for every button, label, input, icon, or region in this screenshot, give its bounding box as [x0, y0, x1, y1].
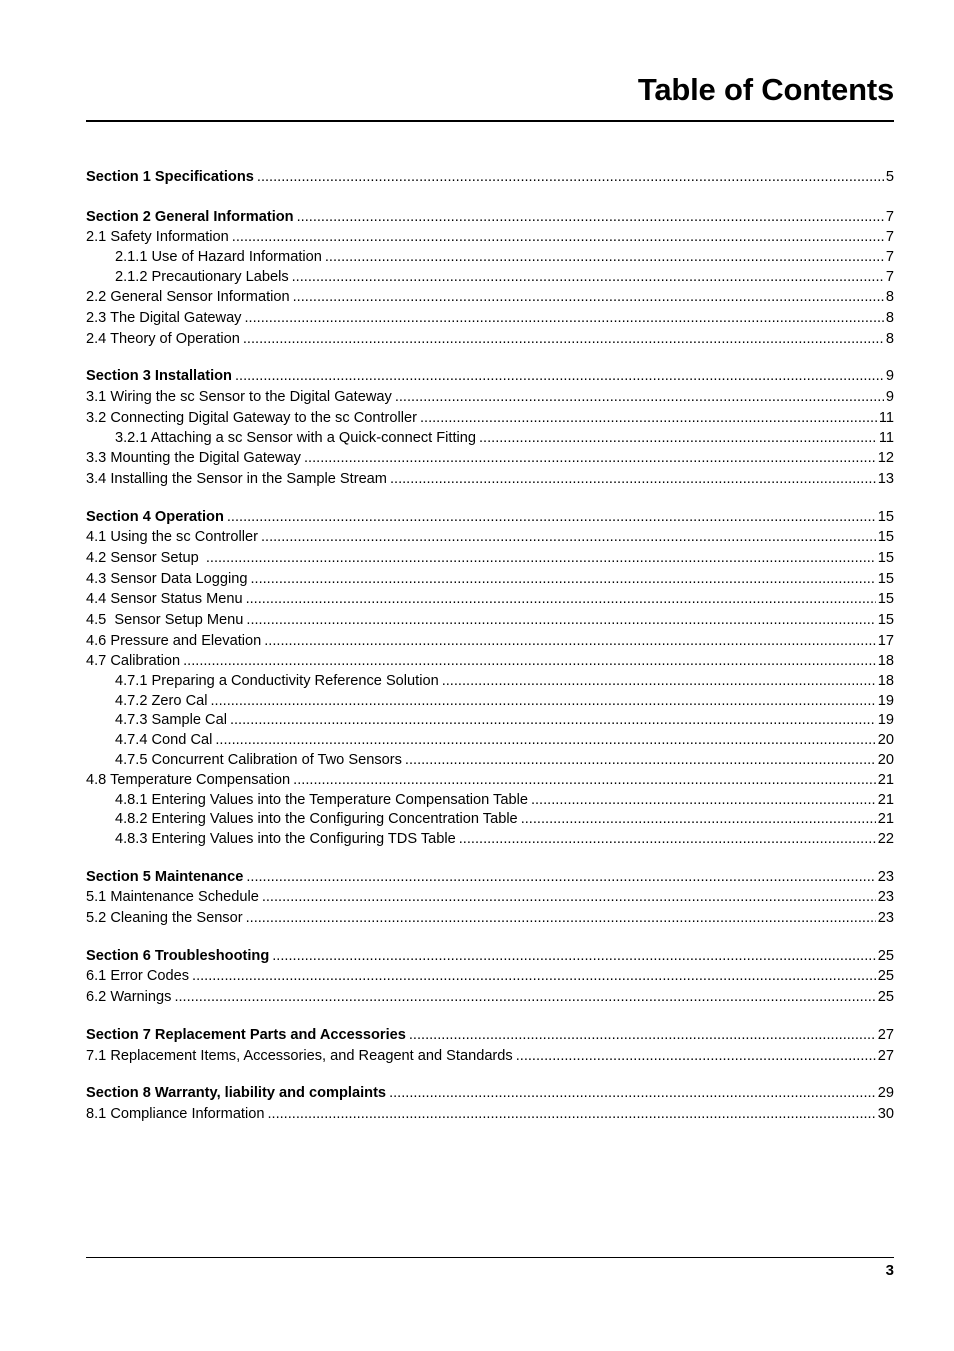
toc-entry[interactable] [86, 1104, 894, 1125]
toc-entry-label: 4.8.3 Entering Values into the Configuring TDS Table [115, 831, 456, 847]
toc-section-heading[interactable] [86, 1083, 894, 1104]
toc-section-heading[interactable] [86, 1025, 894, 1046]
toc-entry[interactable] [86, 987, 894, 1008]
toc-entry-label: Section 8 Warranty, liability and complaints [86, 1085, 387, 1102]
toc-entry-label: 4.7.5 Concurrent Calibration of Two Sensors [115, 751, 402, 768]
toc-entry[interactable] [86, 268, 894, 288]
toc-page-number: 27 [877, 1047, 894, 1064]
toc-entry-label: 4.6 Pressure and Elevation [86, 632, 262, 649]
toc-page-number: 17 [877, 632, 894, 649]
toc-entry-label: 4.2 Sensor Setup [86, 549, 203, 566]
toc-entry[interactable] [86, 308, 894, 329]
toc-page-number: 27 [877, 1026, 894, 1043]
toc-page-number: 8 [885, 310, 894, 326]
toc-page-number: 5 [885, 169, 894, 185]
toc-entry-label: 4.7.2 Zero Cal [115, 692, 208, 709]
toc-entry-label: 4.7 Calibration [86, 653, 181, 670]
toc-entry-label: Section 7 Replacement Parts and Accessories [86, 1026, 406, 1043]
dot-leader [183, 651, 876, 672]
dot-leader [531, 791, 876, 811]
title-rule [86, 120, 894, 122]
page-number: 3 [885, 1262, 894, 1279]
dot-leader [246, 610, 875, 631]
toc-page-number: 7 [885, 208, 894, 225]
toc-entry[interactable] [86, 711, 894, 731]
toc-entry-label: Section 4 Operation [86, 508, 224, 525]
dot-leader [405, 751, 876, 771]
toc-entry[interactable] [86, 589, 894, 610]
toc-page-number: 9 [885, 368, 894, 385]
dot-leader [210, 692, 875, 712]
toc-page-number: 15 [877, 570, 894, 587]
toc-entry-label: Section 3 Installation [86, 368, 232, 385]
toc-page-number: 15 [877, 508, 894, 525]
toc-page-number: 15 [877, 549, 894, 566]
toc-entry[interactable] [86, 248, 894, 268]
toc-page-number: 19 [877, 692, 894, 709]
toc-entry-label: 4.7.1 Preparing a Conductivity Reference Solution [115, 673, 439, 690]
toc-entry-label: 6.1 Error Codes [86, 968, 190, 985]
dot-leader [215, 731, 875, 751]
toc-entry-label: 2.2 General Sensor Information [86, 289, 290, 306]
toc-entry-label: 4.1 Using the sc Controller [86, 529, 258, 546]
toc-page-number: 21 [877, 811, 894, 828]
dot-leader [243, 329, 884, 350]
table-of-contents [86, 167, 894, 1142]
toc-entry-label: Section 1 Specifications [86, 169, 254, 185]
toc-entry-label: 3.2 Connecting Digital Gateway to the sc Controller [86, 409, 417, 426]
toc-section-heading[interactable] [86, 366, 894, 387]
dot-leader [521, 810, 876, 830]
page-title: Table of Contents [637, 72, 894, 107]
toc-page-number: 7 [885, 268, 894, 285]
dot-leader [232, 227, 884, 248]
toc-section [86, 207, 894, 350]
dot-leader [304, 448, 876, 469]
toc-entry[interactable] [86, 227, 894, 248]
toc-page-number: 20 [877, 751, 894, 768]
dot-leader [395, 387, 884, 408]
toc-section-heading[interactable] [86, 207, 894, 228]
toc-entry-label: Section 5 Maintenance [86, 868, 244, 885]
dot-leader [246, 589, 876, 610]
toc-entry[interactable] [86, 731, 894, 751]
dot-leader [230, 711, 876, 731]
toc-entry[interactable] [86, 692, 894, 712]
toc-page-number: 11 [878, 429, 894, 446]
toc-page-number: 11 [878, 409, 894, 426]
toc-page-number: 29 [877, 1085, 894, 1102]
dot-leader [389, 1083, 876, 1104]
toc-page-number: 25 [877, 947, 894, 964]
dot-leader [250, 569, 875, 590]
toc-entry[interactable] [86, 387, 894, 408]
toc-page-number: 13 [877, 470, 894, 487]
toc-entry-label: 5.2 Cleaning the Sensor [86, 910, 243, 926]
toc-entry[interactable] [86, 672, 894, 692]
dot-leader [293, 770, 876, 791]
toc-entry-label: 4.8.2 Entering Values into the Configuring Concentration Table [115, 811, 518, 828]
dot-leader [409, 1025, 876, 1046]
toc-section-heading[interactable] [86, 167, 894, 188]
toc-entry[interactable] [86, 548, 894, 569]
dot-leader [246, 908, 876, 929]
dot-leader [262, 887, 876, 908]
dot-leader [325, 248, 884, 268]
toc-entry-label: 3.1 Wiring the sc Sensor to the Digital Gateway [86, 389, 392, 406]
toc-entry-label: 4.7.4 Cond Cal [115, 731, 213, 748]
toc-section-heading[interactable] [86, 867, 894, 888]
dot-leader [292, 268, 884, 288]
toc-entry-label: 3.4 Installing the Sensor in the Sample Stream [86, 470, 387, 487]
dot-leader [264, 631, 876, 652]
footer-rule [86, 1257, 894, 1258]
dot-leader [244, 308, 883, 329]
dot-leader [261, 527, 876, 548]
toc-entry[interactable] [86, 651, 894, 672]
dot-leader [420, 408, 877, 429]
toc-section [86, 1025, 894, 1066]
toc-entry[interactable] [86, 810, 894, 830]
toc-section [86, 167, 894, 188]
toc-page-number: 7 [885, 249, 894, 266]
toc-page-number: 15 [877, 529, 894, 546]
toc-entry[interactable] [86, 791, 894, 811]
dot-leader [192, 966, 876, 987]
toc-entry[interactable] [86, 770, 894, 791]
toc-page-number: 23 [877, 910, 894, 926]
toc-entry[interactable] [86, 527, 894, 548]
toc-section [86, 1083, 894, 1124]
toc-entry-label: 2.1.1 Use of Hazard Information [115, 249, 322, 266]
toc-entry-label: Section 2 General Information [86, 208, 294, 225]
toc-page-number: 21 [877, 772, 894, 789]
toc-entry-label: 5.1 Maintenance Schedule [86, 889, 259, 906]
toc-entry-label: 4.7.3 Sample Cal [115, 712, 227, 729]
toc-page-number: 21 [877, 791, 894, 808]
toc-entry[interactable] [86, 408, 894, 429]
toc-page-number: 20 [877, 731, 894, 748]
toc-page-number: 25 [877, 968, 894, 985]
toc-page-number: 8 [885, 289, 894, 306]
dot-leader [442, 672, 876, 692]
toc-entry[interactable] [86, 908, 894, 929]
dot-leader [257, 167, 884, 188]
toc-entry-label: 4.4 Sensor Status Menu [86, 591, 243, 608]
toc-section [86, 867, 894, 929]
toc-entry[interactable] [86, 469, 894, 490]
dot-leader [227, 507, 876, 528]
dot-leader [516, 1046, 876, 1067]
toc-entry-label: 2.1 Safety Information [86, 229, 229, 246]
toc-entry-label: 2.4 Theory of Operation [86, 330, 240, 347]
toc-entry-label: 7.1 Replacement Items, Accessories, and Reagent and Standards [86, 1047, 513, 1064]
dot-leader [206, 548, 876, 569]
toc-page-number: 18 [877, 673, 894, 690]
toc-page-number: 18 [877, 653, 894, 670]
toc-entry-label: 3.2.1 Attaching a sc Sensor with a Quick-connect Fitting [115, 429, 476, 446]
toc-entry-label: 4.3 Sensor Data Logging [86, 570, 248, 587]
toc-page-number: 9 [885, 389, 894, 406]
dot-leader [479, 429, 877, 449]
toc-page-number: 23 [877, 889, 894, 906]
toc-page-number: 30 [877, 1105, 894, 1122]
dot-leader [235, 366, 884, 387]
toc-section [86, 507, 894, 850]
toc-section [86, 366, 894, 489]
toc-entry-label: 4.5 Sensor Setup Menu [86, 612, 244, 629]
dot-leader [293, 287, 884, 308]
toc-entry[interactable] [86, 631, 894, 652]
toc-entry[interactable] [86, 751, 894, 771]
toc-entry[interactable] [86, 287, 894, 308]
toc-entry[interactable] [86, 830, 894, 850]
toc-entry[interactable] [86, 1046, 894, 1067]
dot-leader [267, 1104, 875, 1125]
toc-entry-label: 8.1 Compliance Information [86, 1105, 265, 1122]
toc-page-number: 23 [877, 868, 894, 885]
toc-page-number: 15 [877, 591, 894, 608]
toc-entry-label: 6.2 Warnings [86, 989, 172, 1006]
toc-page-number: 7 [885, 229, 894, 246]
toc-entry-label: 2.1.2 Precautionary Labels [115, 268, 289, 285]
dot-leader [390, 469, 876, 490]
dot-leader [297, 207, 884, 228]
toc-entry[interactable] [86, 329, 894, 350]
toc-section-heading[interactable] [86, 507, 894, 528]
toc-entry-label: Section 6 Troubleshooting [86, 947, 270, 964]
toc-entry[interactable] [86, 448, 894, 469]
toc-entry-label: 4.8 Temperature Compensation [86, 772, 291, 789]
dot-leader [174, 987, 875, 1008]
toc-page-number: 15 [877, 612, 894, 629]
toc-page-number: 8 [885, 330, 894, 347]
dot-leader [459, 830, 876, 850]
toc-entry-label: 2.3 The Digital Gateway [86, 310, 242, 326]
toc-entry[interactable] [86, 966, 894, 987]
toc-entry-label: 3.3 Mounting the Digital Gateway [86, 450, 301, 467]
toc-entry-label: 4.8.1 Entering Values into the Temperature Compensation Table [115, 791, 528, 808]
toc-section [86, 946, 894, 1008]
toc-entry[interactable] [86, 887, 894, 908]
toc-entry[interactable] [86, 429, 894, 449]
toc-page-number: 19 [877, 712, 894, 729]
toc-page-number: 25 [877, 989, 894, 1006]
toc-entry[interactable] [86, 569, 894, 590]
toc-page-number: 12 [877, 450, 894, 467]
dot-leader [272, 946, 876, 967]
toc-entry[interactable] [86, 610, 894, 631]
toc-section-heading[interactable] [86, 946, 894, 967]
dot-leader [246, 867, 875, 888]
toc-page-number: 22 [877, 831, 894, 847]
